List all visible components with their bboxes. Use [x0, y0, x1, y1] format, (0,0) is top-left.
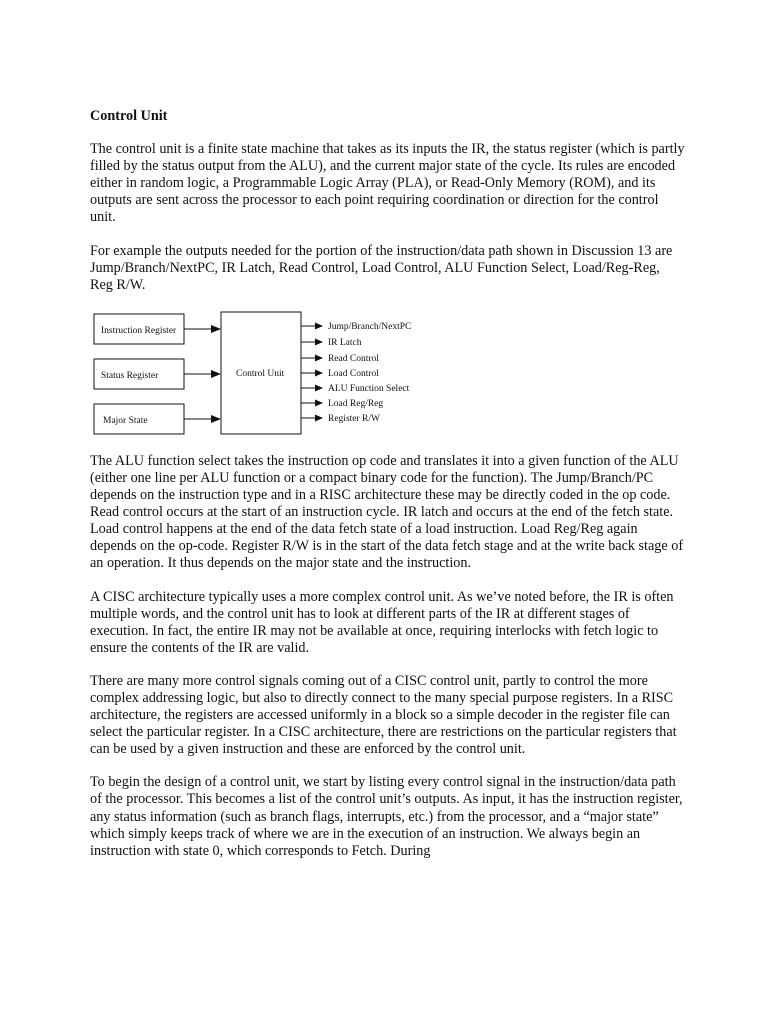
document-body	[90, 108, 685, 876]
input-box-instruction-register	[94, 314, 184, 344]
input-arrows	[184, 325, 221, 423]
output-label-alu-function-select: ALU Function Select	[328, 383, 410, 394]
control-unit-box	[221, 312, 301, 434]
paragraph-cisc-control-signals: There are many more control signals coming out of a CISC control unit, partly to control the more complex addressing logic, but also to directly connect to the many special purpose registers. In a RISC architecture, the registers are accessed uniformly in a block so a simple decoder in the register file can select the particular register. In a CISC architecture, there are restrictions on the particular registers that can be used by a given instruction and these are enforced by the control unit.	[90, 672, 677, 758]
paragraph-cisc-control-unit: A CISC architecture typically uses a more complex control unit. As we’ve noted before, the IR is often multiple words, and the control unit has to look at different parts of the IR at different stages of execution. In fact, the entire IR may not be available at once, requiring interlocks with fetch logic to ensure the contents of the IR are valid.	[90, 588, 674, 656]
input-label-instruction-register: Instruction Register	[101, 325, 177, 336]
output-label-ir-latch: IR Latch	[328, 337, 362, 348]
paragraph-design-control-unit: To begin the design of a control unit, we start by listing every control signal in the instruction/data path of the processor. This becomes a list of the control unit’s outputs. As input, it has the instruction register, any status information (such as branch flags, interrupts, etc.) from the processor, and a “major state” which simply keeps track of where we are in the execution of an instruction. We always begin an instruction with state 0, which corresponds to Fetch. During	[90, 774, 683, 859]
paragraph-example-outputs: For example the outputs needed for the portion of the instruction/data path shown in Discussion 13 are Jump/Branch/NextPC, IR Latch, Read Control, Load Control, ALU Function Select, Load/Reg-Reg, Reg R/W.	[90, 242, 673, 293]
input-label-status-register: Status Register	[101, 370, 159, 381]
input-box-status-register	[94, 359, 184, 389]
control-unit-label: Control Unit	[236, 368, 285, 379]
input-label-major-state: Major State	[103, 415, 148, 426]
output-label-register-rw: Register R/W	[328, 413, 380, 424]
output-arrows	[301, 322, 323, 421]
control-unit-diagram	[90, 310, 430, 438]
output-label-load-control: Load Control	[328, 368, 379, 379]
section-title: Control Unit	[90, 108, 168, 124]
output-label-jump-branch-nextpc: Jump/Branch/NextPC	[328, 321, 412, 332]
paragraph-intro: The control unit is a finite state machine that takes as its inputs the IR, the status register (which is partly filled by the status output from the ALU), and the current major state of the cycle. Its rules are encoded either in random logic, a Programmable Logic Array (PLA), or Read-Only Memory (ROM), and its outputs are sent across the processor to each point requiring coordination or direction for the control unit.	[90, 141, 685, 226]
input-box-major-state	[94, 404, 184, 434]
paragraph-alu-function-select: The ALU function select takes the instruction op code and translates it into a given function of the ALU (either one line per ALU function or a compact binary code for the function). The Jump/Branch/PC depends on the instruction type and in a RISC architecture these may be directly coded in the op code. Read control occurs at the start of an instruction cycle. IR latch and occurs at the end of the fetch state. Load control happens at the end of the data fetch state of a load instruction. Load Reg/Reg again depends on the op-code. Register R/W is in the start of the data fetch stage and at the write back stage of an operation. It thus depends on the major state and the instruction.	[90, 452, 684, 572]
output-label-read-control: Read Control	[328, 353, 379, 364]
output-label-load-reg-reg: Load Reg/Reg	[328, 398, 384, 409]
